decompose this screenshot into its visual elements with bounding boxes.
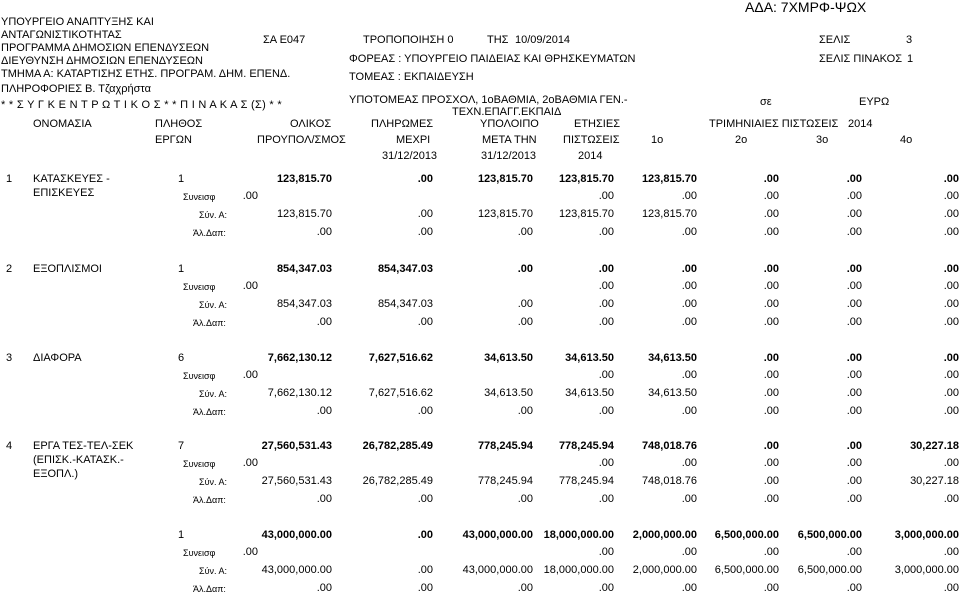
group-number: 4	[6, 440, 13, 452]
sublabel-syneisf: Συνεισφ	[183, 192, 216, 202]
syn-a-value: .00	[681, 298, 697, 310]
syneisf-value: .00	[943, 457, 959, 469]
main-value: .00	[846, 263, 862, 275]
sublabel-al-dap: Άλ.Δαπ:	[193, 584, 226, 594]
syneisf-value: .00	[598, 369, 614, 381]
syn-a-value: .00	[846, 387, 862, 399]
col-meta-tin: ΜΕΤΑ ΤΗΝ	[482, 134, 537, 146]
syn-a-value: 123,815.70	[477, 208, 533, 220]
col-mexri-date: 31/12/2013	[382, 150, 438, 162]
department-line: ΤΜΗΜΑ Α: ΚΑΤΑΡΤΙΣΗΣ ΕΤΗΣ. ΠΡΟΓΡΑΜ. ΔΗΜ. ΕΠΕΝΔ.	[1, 68, 291, 80]
al-dap-value: .00	[763, 316, 779, 328]
al-dap-value: .00	[846, 582, 862, 594]
main-value: .00	[763, 263, 779, 275]
syn-a-value: 7,627,516.62	[368, 387, 433, 399]
sa-code: ΣΑ Ε047	[263, 34, 306, 46]
syn-a-value: 6,500,000.00	[714, 564, 779, 576]
col-mexri: ΜΕΧΡΙ	[396, 134, 431, 146]
al-dap-value: .00	[316, 316, 332, 328]
main-value: .00	[598, 263, 614, 275]
main-value: 854,347.03	[276, 263, 332, 275]
se-label: σε	[760, 96, 772, 108]
col-triminiaies: ΤΡΙΜΗΝΙΑΙΕΣ ΠΙΣΤΩΣΕΙΣ	[709, 118, 839, 130]
syneisf-value: .00	[598, 546, 614, 558]
main-value: .00	[943, 352, 959, 364]
syneisf-value: .00	[681, 190, 697, 202]
al-dap-value: .00	[598, 582, 614, 594]
selis-label: ΣΕΛΙΣ	[819, 34, 851, 46]
selis-pinakos-label: ΣΕΛΙΣ ΠΙΝΑΚΟΣ	[819, 53, 903, 65]
al-dap-value: .00	[417, 493, 433, 505]
al-dap-value: .00	[417, 582, 433, 594]
syn-a-value: 3,000,000.00	[894, 564, 959, 576]
selis-pinakos-value: 1	[907, 53, 914, 65]
main-value: 748,018.76	[641, 440, 697, 452]
project-count: 1	[178, 173, 185, 185]
main-value: .00	[846, 352, 862, 364]
main-value: 3,000,000.00	[894, 529, 959, 541]
al-dap-value: .00	[943, 226, 959, 238]
info-line: ΠΛΗΡΟΦΟΡΙΕΣ Β. Τζαχρήστα	[1, 83, 151, 95]
syn-a-value: .00	[517, 298, 533, 310]
main-value: .00	[763, 352, 779, 364]
syneisf-value: .00	[681, 369, 697, 381]
syneisf-value: .00	[598, 190, 614, 202]
syneisf-value: .00	[681, 546, 697, 558]
al-dap-value: .00	[517, 405, 533, 417]
syn-a-value: .00	[417, 208, 433, 220]
col-olikos: ΟΛΙΚΟΣ	[290, 118, 332, 130]
main-value: 6,500,000.00	[797, 529, 862, 541]
sublabel-syn-a: Σύν. Α:	[199, 210, 227, 220]
al-dap-value: .00	[517, 226, 533, 238]
main-value: 123,815.70	[477, 173, 533, 185]
sublabel-al-dap: Άλ.Δαπ:	[193, 495, 226, 505]
syneisf-value: .00	[846, 190, 862, 202]
syneisf-value: .00	[763, 190, 779, 202]
main-value: 123,815.70	[641, 173, 697, 185]
group-name: ΔΙΑΦΟΡΑ	[33, 352, 82, 364]
sublabel-syn-a: Σύν. Α:	[199, 566, 227, 576]
syn-a-value: .00	[763, 387, 779, 399]
main-value: .00	[681, 263, 697, 275]
tropopoiisi: ΤΡΟΠΟΠΟΙΗΣΗ 0	[363, 34, 454, 46]
syn-a-value: 854,347.03	[276, 298, 332, 310]
al-dap-value: .00	[681, 493, 697, 505]
col-q1: 1ο	[651, 134, 664, 146]
main-value: .00	[943, 263, 959, 275]
syn-a-value: .00	[943, 298, 959, 310]
al-dap-value: .00	[763, 226, 779, 238]
al-dap-value: .00	[943, 405, 959, 417]
al-dap-value: .00	[598, 405, 614, 417]
al-dap-value: .00	[763, 405, 779, 417]
syneisf-value: .00	[242, 280, 258, 292]
col-proupol: ΠΡΟΥΠΟΛ/ΣΜΟΣ	[257, 134, 346, 146]
al-dap-value: .00	[763, 582, 779, 594]
al-dap-value: .00	[316, 226, 332, 238]
al-dap-value: .00	[417, 226, 433, 238]
syn-a-value: 123,815.70	[276, 208, 332, 220]
syn-a-value: 778,245.94	[558, 475, 614, 487]
al-dap-value: .00	[763, 493, 779, 505]
syn-a-value: 748,018.76	[641, 475, 697, 487]
col-trim-year: 2014	[848, 118, 873, 130]
syneisf-value: .00	[242, 190, 258, 202]
syn-a-value: .00	[943, 208, 959, 220]
group-number: 2	[6, 263, 13, 275]
col-etisies: ΕΤΗΣΙΕΣ	[574, 118, 620, 130]
syn-a-value: .00	[763, 298, 779, 310]
syn-a-value: .00	[846, 208, 862, 220]
syn-a-value: 854,347.03	[377, 298, 433, 310]
main-value: .00	[517, 263, 533, 275]
col-pliromes: ΠΛΗΡΩΜΕΣ	[371, 118, 434, 130]
ada-code: ΑΔΑ: 7ΧΜΡΦ-ΨΩΧ	[745, 0, 867, 15]
al-dap-value: .00	[316, 582, 332, 594]
main-value: 854,347.03	[377, 263, 433, 275]
al-dap-value: .00	[417, 405, 433, 417]
sublabel-syn-a: Σύν. Α:	[199, 477, 227, 487]
al-dap-value: .00	[417, 316, 433, 328]
col-q2: 2ο	[735, 134, 748, 146]
ypotomeas-line-2: ΤΕΧΝ.ΕΠΑΓΓ.ΕΚΠΑΙΔ	[452, 106, 562, 118]
al-dap-value: .00	[943, 582, 959, 594]
syneisf-value: .00	[681, 457, 697, 469]
main-value: 34,613.50	[484, 352, 533, 364]
syneisf-value: .00	[763, 546, 779, 558]
al-dap-value: .00	[598, 226, 614, 238]
syn-a-value: 123,815.70	[558, 208, 614, 220]
syneisf-value: .00	[943, 190, 959, 202]
al-dap-value: .00	[846, 405, 862, 417]
main-value: .00	[846, 440, 862, 452]
main-value: 6,500,000.00	[714, 529, 779, 541]
al-dap-value: .00	[517, 316, 533, 328]
sublabel-syneisf: Συνεισφ	[183, 282, 216, 292]
sublabel-al-dap: Άλ.Δαπ:	[193, 407, 226, 417]
main-value: .00	[417, 529, 433, 541]
syneisf-value: .00	[763, 369, 779, 381]
col-q3: 3ο	[816, 134, 829, 146]
main-value: 7,662,130.12	[267, 352, 332, 364]
program-line: ΠΡΟΓΡΑΜΜΑ ΔΗΜΟΣΙΩΝ ΕΠΕΝΔΥΣΕΩΝ	[1, 42, 210, 54]
syn-a-value: 43,000,000.00	[261, 564, 332, 576]
group-name: ΕΞΟΠΛ.)	[33, 468, 79, 480]
sublabel-syn-a: Σύν. Α:	[199, 389, 227, 399]
tis-label: ΤΗΣ	[487, 34, 509, 46]
syn-a-value: 778,245.94	[477, 475, 533, 487]
group-number: 3	[6, 352, 13, 364]
sublabel-syneisf: Συνεισφ	[183, 548, 216, 558]
al-dap-value: .00	[316, 405, 332, 417]
main-value: 26,782,285.49	[362, 440, 433, 452]
al-dap-value: .00	[517, 493, 533, 505]
project-count: 1	[178, 529, 185, 541]
al-dap-value: .00	[598, 316, 614, 328]
syn-a-value: .00	[598, 298, 614, 310]
summary-table-title: * * Σ Υ Γ Κ Ε Ν Τ Ρ Ω Τ Ι Κ Ο Σ * * Π Ι Ν Α Κ Α Σ (Σ) * *	[1, 99, 282, 111]
syn-a-value: 2,000,000.00	[632, 564, 697, 576]
main-value: 2,000,000.00	[632, 529, 697, 541]
project-count: 7	[178, 440, 185, 452]
col-ypoloipo: ΥΠΟΛΟΙΠΟ	[480, 118, 539, 130]
col-onomasia: ΟΝΟΜΑΣΙΑ	[33, 118, 92, 130]
sublabel-syneisf: Συνεισφ	[183, 459, 216, 469]
al-dap-value: .00	[598, 493, 614, 505]
al-dap-value: .00	[846, 316, 862, 328]
syneisf-value: .00	[681, 280, 697, 292]
syneisf-value: .00	[846, 546, 862, 558]
tomeas: ΤΟΜΕΑΣ : ΕΚΠΑΙΔΕΥΣΗ	[349, 71, 474, 83]
main-value: 34,613.50	[565, 352, 614, 364]
syn-a-value: 34,613.50	[565, 387, 614, 399]
syn-a-value: .00	[943, 387, 959, 399]
syneisf-value: .00	[846, 369, 862, 381]
sublabel-al-dap: Άλ.Δαπ:	[193, 318, 226, 328]
syn-a-value: 26,782,285.49	[362, 475, 433, 487]
euro-label: ΕΥΡΩ	[859, 96, 890, 108]
foreas: ΦΟΡΕΑΣ : ΥΠΟΥΡΓΕΙΟ ΠΑΙΔΕΙΑΣ ΚΑΙ ΘΡΗΣΚΕΥΜΑΤΩΝ	[349, 53, 636, 65]
syneisf-value: .00	[242, 369, 258, 381]
syn-a-value: .00	[763, 475, 779, 487]
al-dap-value: .00	[681, 582, 697, 594]
main-value: 18,000,000.00	[543, 529, 614, 541]
col-pistoseis: ΠΙΣΤΩΣΕΙΣ	[563, 134, 620, 146]
syneisf-value: .00	[943, 546, 959, 558]
syneisf-value: .00	[242, 546, 258, 558]
main-value: 30,227.18	[910, 440, 959, 452]
syn-a-value: 6,500,000.00	[797, 564, 862, 576]
group-name: ΕΡΓΑ ΤΕΣ-ΤΕΛ-ΣΕΚ	[33, 440, 134, 452]
al-dap-value: .00	[681, 316, 697, 328]
group-name: ΕΠΙΣΚΕΥΕΣ	[33, 187, 95, 199]
syneisf-value: .00	[598, 280, 614, 292]
syneisf-value: .00	[598, 457, 614, 469]
main-value: .00	[417, 173, 433, 185]
ministry-line-2: ΑΝΤΑΓΩΝΙΣΤΙΚΟΤΗΤΑΣ	[1, 29, 122, 41]
main-value: .00	[943, 173, 959, 185]
main-value: 34,613.50	[648, 352, 697, 364]
syn-a-value: .00	[846, 298, 862, 310]
syn-a-value: .00	[417, 564, 433, 576]
ypotomeas-line-1: ΥΠΟΤΟΜΕΑΣ ΠΡΟΣΧΟΛ, 1οΒΑΘΜΙΑ, 2οΒΑΘΜΙΑ ΓΕΝ.-	[349, 94, 628, 106]
syn-a-value: 7,662,130.12	[267, 387, 332, 399]
syn-a-value: 34,613.50	[648, 387, 697, 399]
main-value: 7,627,516.62	[368, 352, 433, 364]
main-value: 27,560,531.43	[261, 440, 332, 452]
syneisf-value: .00	[943, 280, 959, 292]
main-value: 43,000,000.00	[261, 529, 332, 541]
syneisf-value: .00	[763, 280, 779, 292]
main-value: .00	[763, 440, 779, 452]
main-value: 778,245.94	[558, 440, 614, 452]
main-value: .00	[763, 173, 779, 185]
sublabel-syn-a: Σύν. Α:	[199, 300, 227, 310]
sublabel-syneisf: Συνεισφ	[183, 371, 216, 381]
syneisf-value: .00	[846, 280, 862, 292]
al-dap-value: .00	[846, 226, 862, 238]
al-dap-value: .00	[943, 316, 959, 328]
main-value: 778,245.94	[477, 440, 533, 452]
al-dap-value: .00	[517, 582, 533, 594]
project-count: 6	[178, 352, 185, 364]
group-name: ΕΞΟΠΛΙΣΜΟΙ	[33, 263, 102, 275]
main-value: 123,815.70	[276, 173, 332, 185]
syn-a-value: .00	[763, 208, 779, 220]
syn-a-value: 43,000,000.00	[462, 564, 533, 576]
col-meta-date: 31/12/2013	[481, 150, 537, 162]
al-dap-value: .00	[681, 405, 697, 417]
tis-date: 10/09/2014	[515, 34, 571, 46]
ministry-line-1: ΥΠΟΥΡΓΕΙΟ ΑΝΑΠΤΥΞΗΣ ΚΑΙ	[1, 16, 154, 28]
main-value: 123,815.70	[558, 173, 614, 185]
col-year: 2014	[578, 150, 603, 162]
syneisf-value: .00	[763, 457, 779, 469]
syn-a-value: 18,000,000.00	[543, 564, 614, 576]
group-number: 1	[6, 173, 13, 185]
syn-a-value: 123,815.70	[641, 208, 697, 220]
al-dap-value: .00	[681, 226, 697, 238]
group-name: ΚΑΤΑΣΚΕΥΕΣ -	[33, 173, 110, 185]
syn-a-value: 27,560,531.43	[261, 475, 332, 487]
main-value: .00	[846, 173, 862, 185]
selis-value: 3	[906, 34, 913, 46]
syneisf-value: .00	[943, 369, 959, 381]
al-dap-value: .00	[943, 493, 959, 505]
main-value: 43,000,000.00	[462, 529, 533, 541]
col-ergon: ΕΡΓΩΝ	[155, 134, 192, 146]
syneisf-value: .00	[846, 457, 862, 469]
syn-a-value: 30,227.18	[910, 475, 959, 487]
syn-a-value: .00	[846, 475, 862, 487]
sublabel-al-dap: Άλ.Δαπ:	[193, 228, 226, 238]
project-count: 1	[178, 263, 185, 275]
directorate-line: ΔΙΕΥΘΥΝΣΗ ΔΗΜΟΣΙΩΝ ΕΠΕΝΔΥΣΕΩΝ	[1, 55, 203, 67]
group-name: (ΕΠΙΣΚ.-ΚΑΤΑΣΚ.-	[33, 454, 124, 466]
col-plithos: ΠΛΗΘΟΣ	[155, 118, 203, 130]
syn-a-value: 34,613.50	[484, 387, 533, 399]
col-q4: 4ο	[900, 134, 913, 146]
syneisf-value: .00	[242, 457, 258, 469]
al-dap-value: .00	[316, 493, 332, 505]
al-dap-value: .00	[846, 493, 862, 505]
